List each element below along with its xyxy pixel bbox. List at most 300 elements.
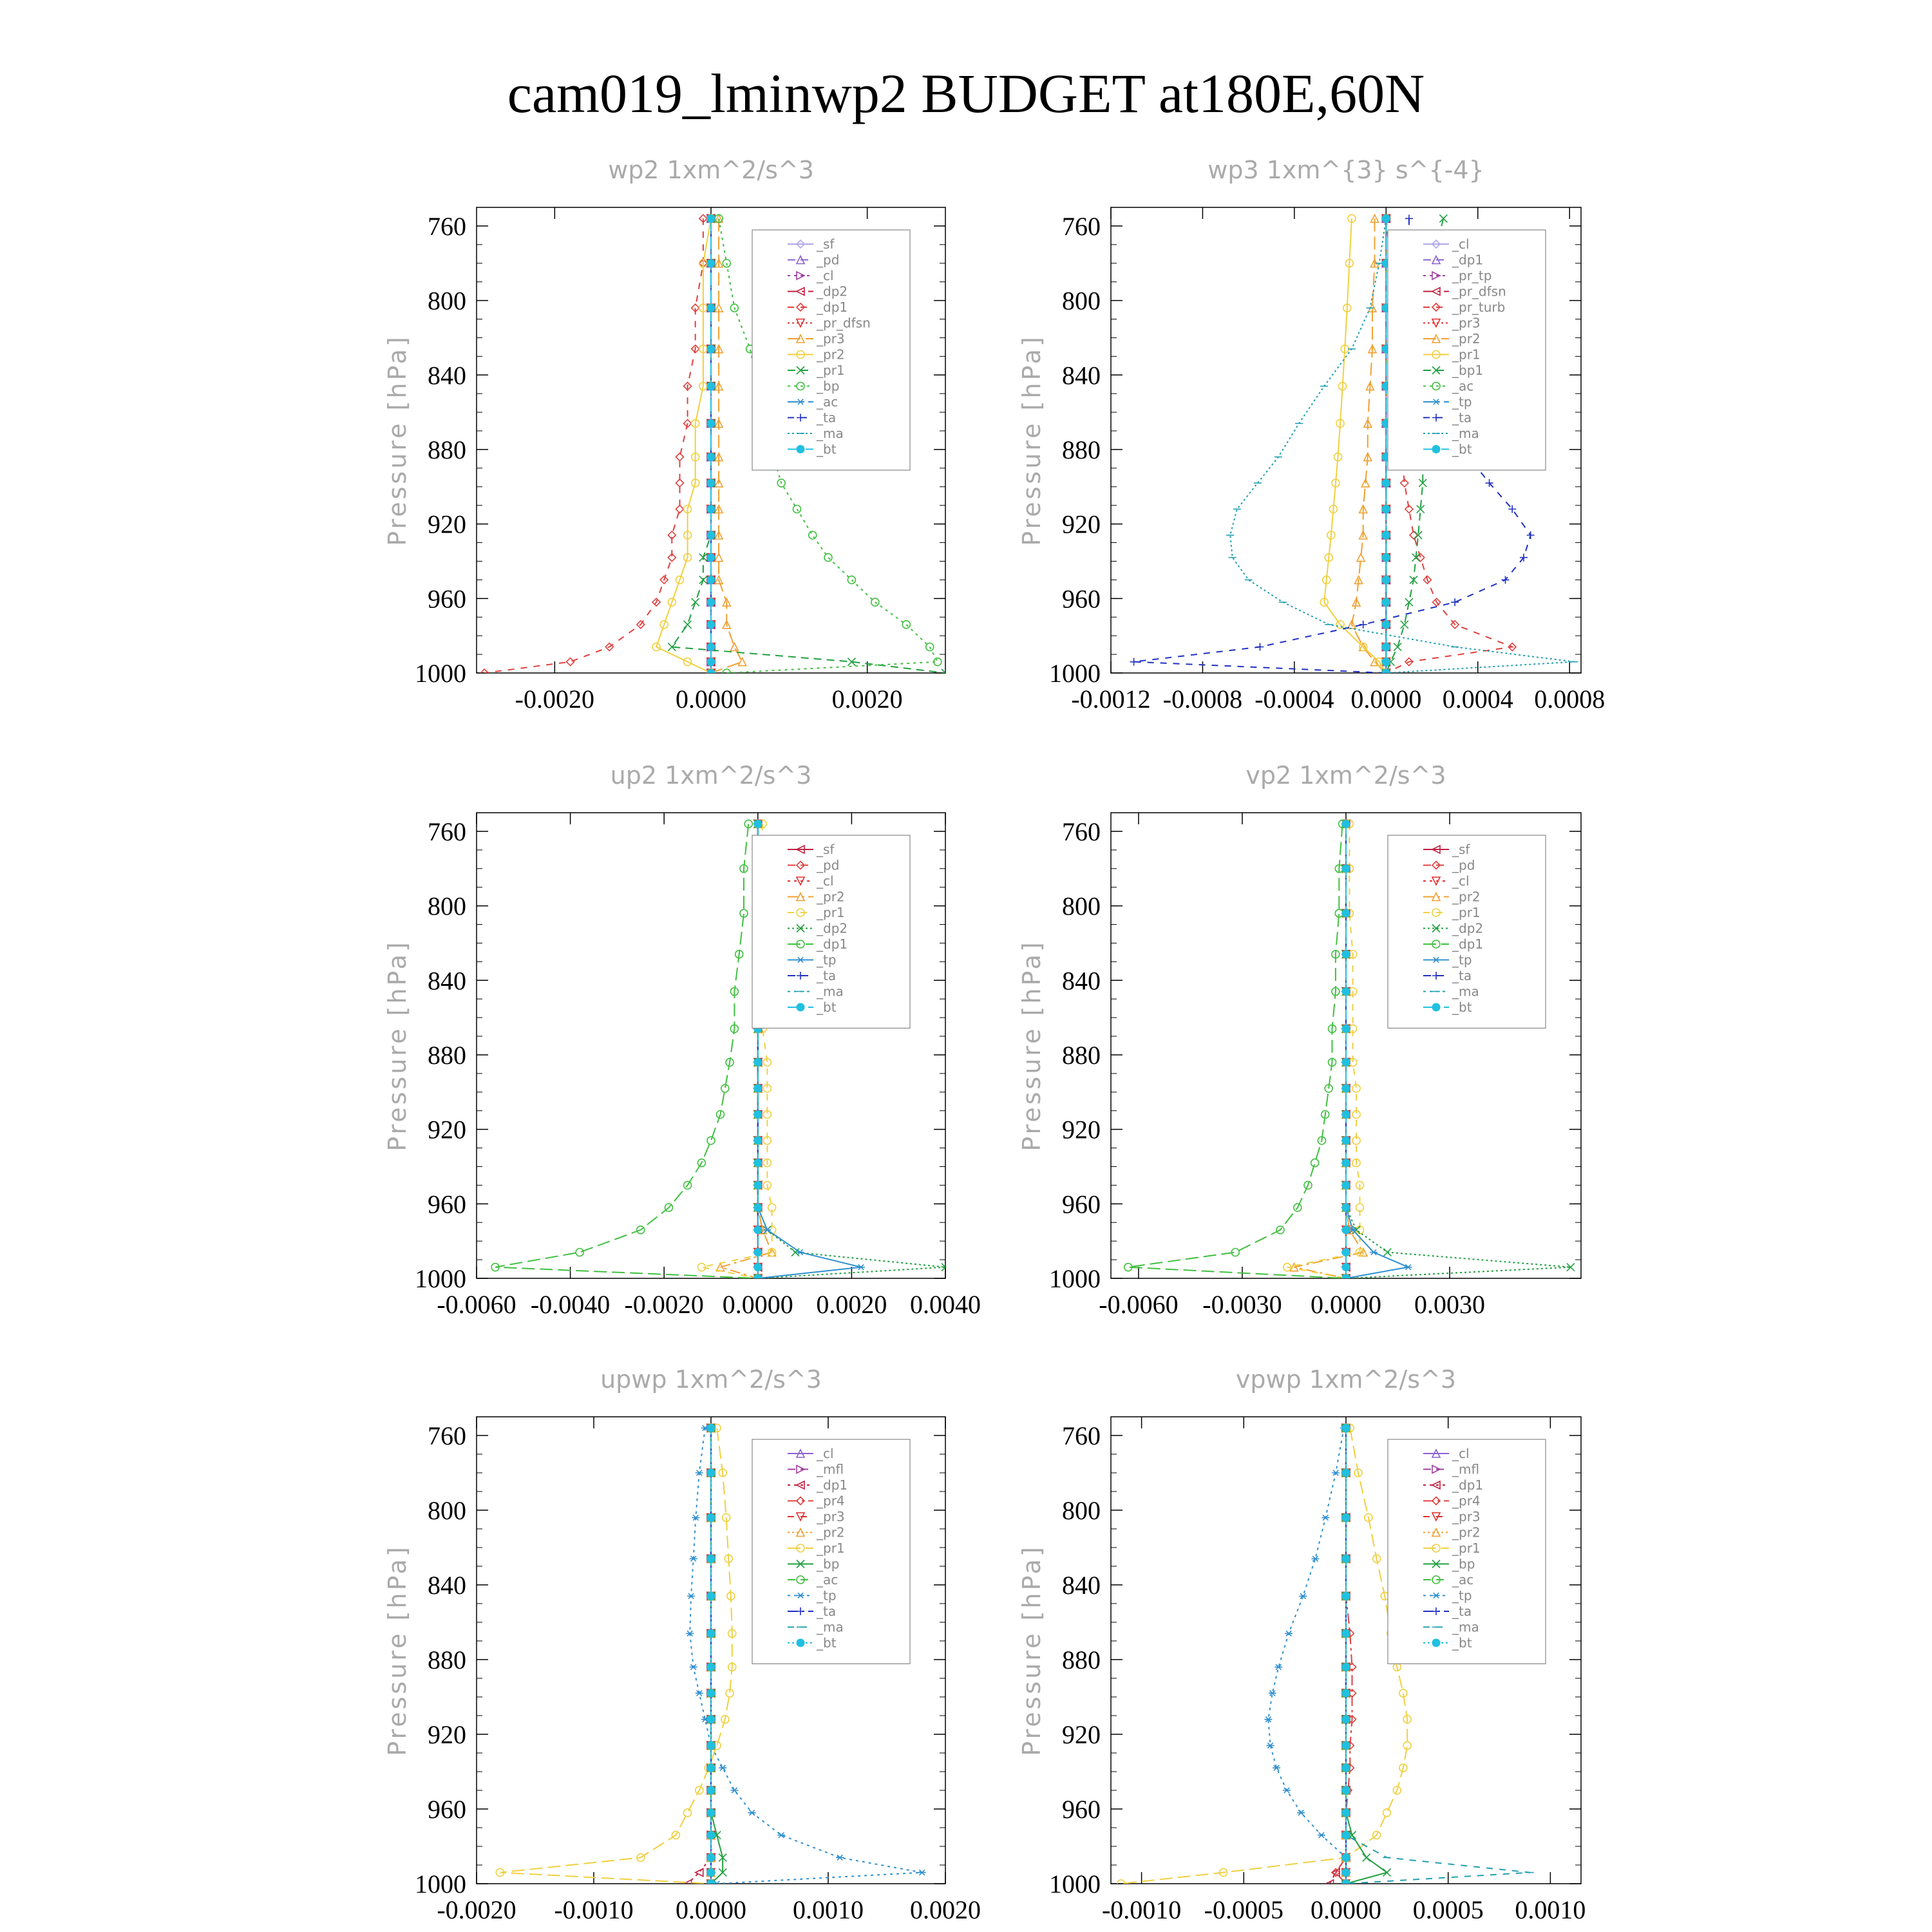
legend-marker — [1432, 1639, 1440, 1647]
data-point — [707, 1880, 715, 1888]
data-point — [707, 576, 715, 583]
legend-label: _ac — [817, 394, 838, 410]
panel-title: vpwp 1xm^2/s^3 — [1235, 1365, 1457, 1394]
y-tick-label: 840 — [1062, 1571, 1101, 1600]
data-point — [1297, 1810, 1305, 1815]
data-point — [707, 383, 715, 390]
legend-label: _cl — [817, 268, 834, 283]
legend-label: _ma — [1452, 983, 1479, 999]
y-tick-label: 880 — [1062, 435, 1101, 464]
y-tick-label: 800 — [1062, 891, 1101, 921]
data-point — [1311, 1159, 1319, 1167]
panel-2 — [1018, 156, 1605, 714]
x-tick-label: -0.0060 — [1099, 1290, 1179, 1319]
data-point — [1342, 1832, 1350, 1839]
data-point — [1342, 1880, 1350, 1888]
panel-title: vp2 1xm^2/s^3 — [1245, 761, 1446, 790]
data-point — [754, 1249, 762, 1256]
data-point — [848, 576, 855, 583]
data-point — [1342, 1111, 1350, 1119]
data-point — [1342, 1137, 1350, 1144]
x-tick-label: -0.0008 — [1162, 685, 1243, 714]
data-point — [1439, 214, 1447, 222]
data-point — [1342, 988, 1350, 996]
data-point — [748, 1810, 756, 1815]
legend-marker — [797, 1639, 804, 1647]
y-tick-label: 880 — [1062, 1645, 1101, 1674]
series-line-dp1 — [495, 824, 758, 1278]
legend-label: _ta — [817, 1604, 837, 1619]
data-point — [918, 1870, 926, 1875]
data-point — [754, 1264, 762, 1271]
legend-label: _bt — [1452, 1635, 1472, 1651]
legend-label: _sf — [817, 842, 835, 857]
legend-label: _pr2 — [1452, 889, 1481, 905]
data-point — [1382, 479, 1390, 487]
y-tick-label: 960 — [1062, 584, 1101, 614]
legend-label: _pr4 — [1452, 1493, 1481, 1509]
data-point — [687, 1593, 695, 1598]
legend-label: _pr2 — [817, 346, 845, 363]
data-point — [754, 1059, 762, 1066]
legend-label: _ma — [1452, 426, 1479, 441]
data-point — [707, 214, 715, 222]
data-point — [754, 1159, 762, 1167]
legend-label: _ma — [817, 1619, 844, 1635]
legend-label: _dp2 — [1452, 920, 1484, 936]
data-point — [1342, 1249, 1350, 1256]
data-point — [1382, 506, 1390, 513]
legend-label: _pr2 — [817, 889, 845, 905]
data-point — [1318, 1832, 1325, 1837]
data-point — [1370, 1249, 1378, 1255]
data-point — [707, 1764, 715, 1772]
data-point — [754, 1274, 762, 1282]
data-point — [1342, 1274, 1350, 1282]
legend-label: _pr_tp — [1452, 268, 1492, 283]
panel-title: wp2 1xm^2/s^3 — [608, 156, 814, 184]
x-tick-label: 0.0010 — [793, 1895, 864, 1924]
data-point — [1130, 658, 1138, 666]
legend — [752, 835, 910, 1028]
y-tick-label: 920 — [428, 1720, 466, 1749]
legend-label: _cl — [1452, 236, 1470, 252]
legend-label: _cl — [1452, 1446, 1470, 1461]
data-point — [707, 658, 715, 666]
y-axis-label: Pressure [hPa] — [383, 1544, 412, 1756]
legend — [752, 230, 910, 470]
data-point — [707, 1786, 715, 1794]
panel-5 — [383, 1365, 981, 1924]
data-point — [836, 1855, 844, 1860]
series-line-pr2 — [656, 218, 711, 673]
x-tick-label: -0.0004 — [1255, 685, 1334, 714]
legend-label: _bp — [817, 1556, 840, 1572]
data-point — [707, 1663, 715, 1671]
x-tick-label: -0.0010 — [1101, 1895, 1182, 1924]
x-tick-label: -0.0010 — [554, 1895, 634, 1924]
legend — [1388, 230, 1546, 470]
data-point — [754, 1084, 762, 1092]
series-line-bp — [1346, 1428, 1387, 1884]
data-point — [676, 506, 683, 513]
data-point — [719, 1765, 726, 1770]
x-tick-label: 0.0000 — [676, 685, 746, 714]
y-tick-label: 760 — [1062, 817, 1101, 846]
legend-label: _pr2 — [817, 1524, 845, 1540]
legend-marker — [797, 1003, 804, 1011]
data-point — [1383, 1869, 1390, 1877]
data-point — [707, 554, 715, 562]
series-line-pr2 — [1352, 218, 1386, 673]
y-tick-label: 960 — [428, 1189, 466, 1219]
y-axis-label: Pressure [hPa] — [1018, 1544, 1046, 1756]
y-tick-label: 1000 — [415, 1264, 466, 1293]
legend-label: _ac — [817, 1572, 838, 1587]
legend-label: _bt — [817, 999, 837, 1015]
y-axis-label: Pressure [hPa] — [1018, 334, 1046, 546]
y-tick-label: 920 — [1062, 1115, 1101, 1144]
data-point — [1342, 1741, 1350, 1749]
legend-label: _pr1 — [1452, 1540, 1481, 1556]
legend — [1388, 835, 1546, 1028]
y-axis-label: Pressure [hPa] — [1018, 940, 1046, 1151]
legend-label: _tp — [1452, 394, 1472, 410]
legend-label: _dp1 — [1452, 252, 1484, 268]
data-point — [1382, 531, 1390, 539]
legend-label: _pr1 — [817, 1540, 845, 1556]
legend-label: _pd — [817, 252, 840, 268]
y-tick-label: 1000 — [415, 1870, 466, 1899]
x-tick-label: 0.0004 — [1442, 685, 1513, 714]
data-point — [754, 1137, 762, 1144]
data-point — [1382, 576, 1390, 583]
data-point — [707, 1832, 715, 1839]
data-point — [1283, 1788, 1291, 1793]
legend-label: _dp1 — [1452, 936, 1484, 952]
y-tick-label: 1000 — [1049, 659, 1101, 688]
x-tick-label: -0.0020 — [515, 685, 594, 714]
legend-label: _dp2 — [817, 283, 848, 299]
x-tick-label: -0.0040 — [530, 1290, 611, 1319]
data-point — [1299, 1593, 1307, 1598]
legend-label: _cl — [817, 1446, 834, 1461]
data-point — [576, 1249, 583, 1256]
data-point — [1342, 1663, 1350, 1671]
data-point — [707, 419, 715, 427]
data-point — [707, 1853, 715, 1861]
data-point — [676, 479, 683, 487]
data-point — [1342, 1869, 1350, 1877]
x-tick-label: -0.0012 — [1071, 685, 1151, 714]
data-point — [824, 554, 832, 562]
data-point — [692, 598, 699, 606]
legend-marker — [1432, 1003, 1440, 1011]
data-point — [1342, 1514, 1350, 1522]
y-tick-label: 880 — [428, 1645, 466, 1674]
data-point — [754, 1226, 762, 1234]
legend-label: _ta — [1452, 1604, 1472, 1619]
y-tick-label: 760 — [428, 817, 466, 846]
y-tick-label: 880 — [1062, 1040, 1101, 1070]
legend-label: _cl — [817, 873, 834, 889]
data-point — [1342, 1764, 1350, 1772]
data-point — [809, 531, 817, 539]
legend-label: _tp — [817, 1587, 837, 1604]
x-tick-label: 0.0000 — [1311, 1895, 1381, 1924]
data-point — [707, 669, 715, 677]
x-tick-label: 0.0020 — [831, 685, 903, 714]
data-point — [1417, 554, 1425, 562]
y-tick-label: 960 — [428, 584, 466, 614]
data-point — [707, 1689, 715, 1697]
data-point — [1451, 598, 1459, 606]
legend-label: _pr3 — [1452, 315, 1481, 331]
data-point — [707, 1137, 715, 1144]
data-point — [1342, 1159, 1350, 1167]
data-point — [1342, 820, 1350, 828]
x-tick-label: 0.0020 — [910, 1895, 981, 1924]
data-point — [1342, 1809, 1350, 1817]
panel-6 — [1018, 1365, 1586, 1924]
legend-label: _pr1 — [1452, 905, 1481, 920]
legend-label: _pr1 — [817, 363, 845, 378]
y-tick-label: 880 — [428, 435, 466, 464]
y-axis-label: Pressure [hPa] — [383, 334, 412, 546]
data-point — [699, 576, 707, 583]
x-tick-label: 0.0000 — [722, 1290, 793, 1319]
y-tick-label: 800 — [1062, 286, 1101, 316]
series-line-tp — [1268, 1428, 1346, 1884]
data-point — [1382, 214, 1390, 222]
data-point — [1394, 643, 1401, 651]
legend-label: _bt — [1452, 999, 1472, 1015]
y-tick-label: 760 — [1062, 1421, 1101, 1450]
y-tick-label: 760 — [1062, 211, 1101, 241]
legend-label: _tp — [1452, 1587, 1472, 1604]
data-point — [1342, 1025, 1350, 1032]
data-point — [707, 1514, 715, 1522]
y-tick-label: 840 — [428, 1571, 466, 1600]
legend-label: _ma — [1452, 1619, 1479, 1635]
legend-label: _dp1 — [817, 936, 848, 952]
legend-label: _dp1 — [817, 1477, 848, 1493]
data-point — [699, 554, 707, 562]
legend-label: _pr2 — [1452, 331, 1481, 346]
x-tick-label: -0.0030 — [1202, 1290, 1282, 1319]
y-tick-label: 920 — [428, 509, 466, 539]
data-point — [707, 621, 715, 629]
data-point — [1359, 621, 1367, 629]
legend-label: _pr3 — [817, 1509, 845, 1524]
data-point — [1342, 1059, 1350, 1066]
data-point — [1342, 1629, 1350, 1637]
data-point — [707, 1716, 715, 1723]
data-point — [1383, 1809, 1390, 1817]
y-tick-label: 840 — [1062, 966, 1101, 996]
series-line-pr2 — [1294, 824, 1363, 1278]
legend-label: _pr_dfsn — [817, 315, 871, 331]
data-point — [707, 1809, 715, 1817]
panel-title: up2 1xm^2/s^3 — [610, 761, 812, 790]
data-point — [1382, 669, 1390, 677]
legend-label: _sf — [1452, 842, 1470, 857]
data-point — [1342, 1204, 1350, 1211]
data-point — [1501, 576, 1509, 583]
y-tick-label: 840 — [428, 361, 466, 390]
data-point — [707, 1555, 715, 1562]
data-point — [857, 1264, 865, 1269]
x-tick-label: 0.0020 — [816, 1290, 887, 1319]
y-tick-label: 960 — [1062, 1189, 1101, 1219]
data-point — [902, 621, 910, 629]
legend-label: _bt — [817, 1635, 837, 1651]
data-point — [1342, 1716, 1350, 1723]
x-tick-label: -0.0060 — [437, 1290, 516, 1319]
data-point — [690, 1664, 697, 1669]
data-point — [1342, 1264, 1350, 1271]
data-point — [707, 1424, 715, 1432]
legend-label: _mfl — [817, 1461, 844, 1477]
y-tick-label: 880 — [428, 1040, 466, 1070]
data-point — [1342, 1555, 1350, 1562]
legend-label: _ma — [817, 983, 844, 999]
data-point — [1342, 1084, 1350, 1092]
legend — [752, 1439, 910, 1664]
data-point — [1342, 1424, 1350, 1432]
legend-marker — [797, 446, 804, 453]
x-tick-label: -0.0020 — [437, 1895, 516, 1924]
legend-label: _pr1 — [1452, 346, 1481, 363]
x-tick-label: -0.0005 — [1204, 1895, 1283, 1924]
y-tick-label: 760 — [428, 1421, 466, 1450]
y-tick-label: 960 — [1062, 1795, 1101, 1824]
data-point — [754, 1204, 762, 1211]
y-tick-label: 800 — [1062, 1496, 1101, 1525]
data-point — [730, 643, 738, 651]
data-point — [567, 658, 574, 666]
data-point — [684, 621, 692, 629]
legend-label: _bp — [1452, 1556, 1475, 1572]
data-point — [1382, 621, 1390, 629]
data-point — [1342, 865, 1350, 873]
y-tick-label: 840 — [1062, 361, 1101, 390]
data-point — [707, 643, 715, 651]
legend-label: _dp2 — [817, 920, 848, 936]
data-point — [707, 1629, 715, 1637]
y-tick-label: 800 — [428, 891, 466, 921]
y-tick-label: 760 — [428, 211, 466, 241]
data-point — [707, 345, 715, 353]
data-point — [707, 1469, 715, 1477]
data-point — [1342, 1786, 1350, 1794]
legend-label: _tp — [817, 952, 837, 968]
y-tick-label: 920 — [1062, 509, 1101, 539]
series-line-dp1 — [1128, 824, 1346, 1278]
x-tick-label: 0.0005 — [1412, 1895, 1484, 1924]
data-point — [707, 1741, 715, 1749]
panel-1 — [383, 156, 949, 714]
panel-title: upwp 1xm^2/s^3 — [600, 1365, 822, 1394]
legend-label: _ta — [1452, 968, 1472, 983]
legend-label: _pr2 — [1452, 1524, 1481, 1540]
data-point — [754, 1181, 762, 1189]
data-point — [1382, 598, 1390, 606]
data-point — [1342, 1469, 1350, 1477]
series-line-pr3 — [711, 218, 743, 673]
data-point — [739, 658, 746, 666]
x-tick-label: 0.0030 — [1414, 1290, 1486, 1319]
legend-label: _dp1 — [817, 299, 848, 315]
legend-label: _pr1 — [817, 905, 845, 920]
y-tick-label: 920 — [428, 1115, 466, 1144]
legend-label: _pr4 — [817, 1493, 845, 1509]
legend — [1388, 1439, 1546, 1664]
data-point — [707, 304, 715, 312]
data-point — [1342, 1853, 1350, 1861]
data-point — [1383, 1249, 1391, 1256]
data-point — [1342, 1592, 1350, 1600]
data-point — [730, 1788, 738, 1793]
y-axis-label: Pressure [hPa] — [383, 940, 412, 1151]
y-tick-label: 840 — [428, 966, 466, 996]
data-point — [1342, 909, 1350, 917]
figure-title: cam019_lminwp2 BUDGET at180E,60N — [507, 62, 1425, 124]
legend-label: _bp — [817, 378, 840, 394]
legend-label: _ac — [1452, 1572, 1474, 1587]
data-point — [707, 506, 715, 513]
data-point — [1342, 951, 1350, 958]
y-tick-label: 1000 — [1049, 1870, 1101, 1899]
data-point — [1405, 214, 1413, 222]
data-point — [754, 820, 762, 828]
data-point — [707, 598, 715, 606]
data-point — [707, 1592, 715, 1600]
x-tick-label: 0.0000 — [1350, 685, 1422, 714]
y-tick-label: 1000 — [415, 659, 466, 688]
data-point — [1382, 658, 1390, 666]
legend-label: _cl — [1452, 873, 1470, 889]
x-tick-label: 0.0010 — [1515, 1895, 1586, 1924]
x-tick-label: -0.0020 — [624, 1290, 704, 1319]
legend-label: _ma — [817, 426, 844, 441]
legend-label: _pd — [817, 857, 840, 873]
x-tick-label: 0.0000 — [1311, 1290, 1381, 1319]
data-point — [1342, 1226, 1350, 1234]
data-point — [754, 1111, 762, 1119]
legend-label: _bt — [817, 441, 837, 457]
legend-label: _pd — [1452, 857, 1475, 873]
data-point — [707, 479, 715, 487]
legend-label: _ac — [1452, 378, 1474, 394]
legend-label: _pr3 — [1452, 1509, 1481, 1524]
panel-title: wp3 1xm^{3} s^{-4} — [1208, 156, 1484, 184]
data-point — [707, 1869, 715, 1877]
panel-4 — [1018, 761, 1581, 1319]
y-tick-label: 800 — [428, 1496, 466, 1525]
legend-label: _pr_dfsn — [1452, 283, 1506, 299]
series-line-pr1 — [1121, 1428, 1407, 1884]
x-tick-label: 0.0008 — [1534, 685, 1605, 714]
legend-label: _ta — [817, 410, 837, 426]
data-point — [707, 531, 715, 539]
panel-3 — [383, 761, 981, 1319]
data-point — [1405, 1264, 1412, 1269]
legend-label: _pr_turb — [1452, 299, 1506, 315]
legend-label: _pr3 — [817, 331, 845, 346]
x-tick-label: 0.0040 — [910, 1290, 981, 1319]
data-point — [707, 453, 715, 461]
